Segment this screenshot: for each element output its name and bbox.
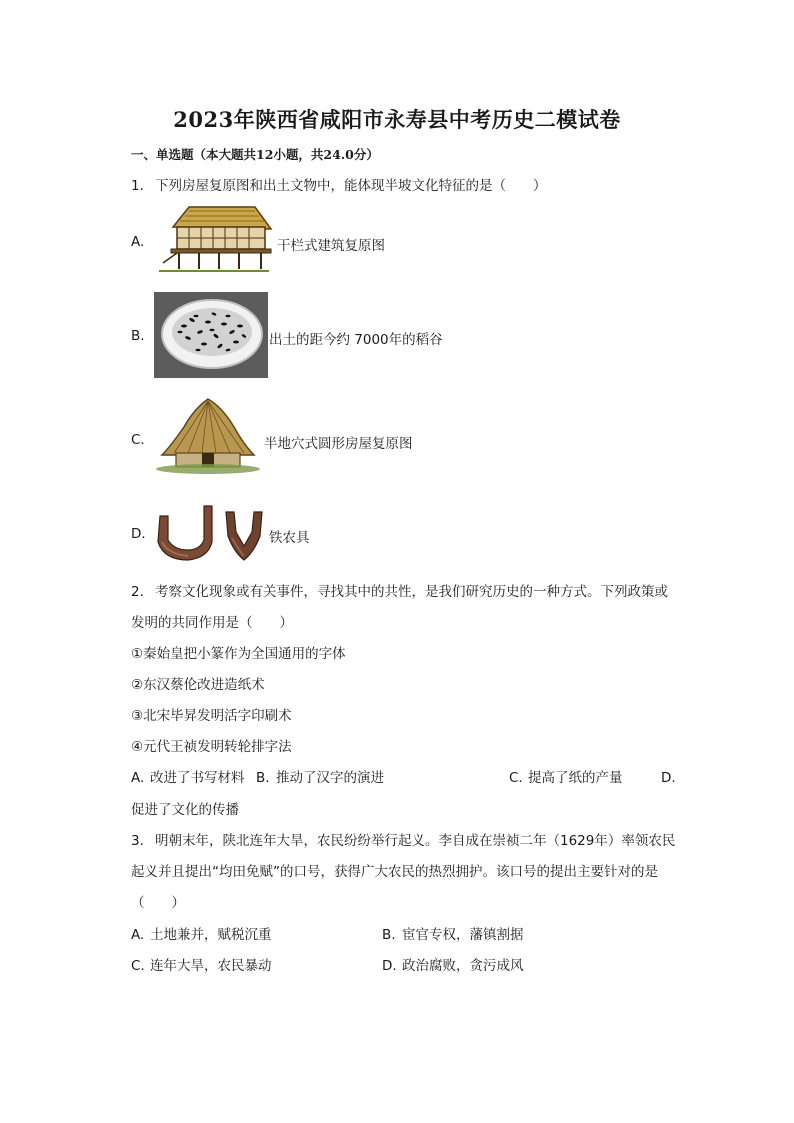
question-1-option-b-letter: B.	[131, 328, 145, 344]
question-3-option-a-text: 土地兼并，赋税沉重	[150, 927, 272, 943]
question-3-option-b-text: 宦官专权，藩镇割据	[402, 927, 524, 943]
question-1-option-a-caption: 干栏式建筑复原图	[277, 238, 385, 254]
question-2-option-c-letter: C.	[509, 770, 523, 786]
question-1-stem: 下列房屋复原图和出土文物中，能体现半坡文化特征的是（ ）	[155, 178, 547, 194]
question-3-option-c-letter: C.	[131, 958, 145, 974]
iron-tools-image	[154, 502, 266, 564]
question-2-stem-line-1: 考察文化现象或有关事件，寻找其中的共性，是我们研究历史的一种方式。下列政策或	[155, 584, 668, 600]
question-1-option-c-caption: 半地穴式圆形房屋复原图	[264, 436, 413, 452]
question-2-item-3: ③北宋毕昇发明活字印刷术	[131, 708, 292, 724]
question-2-option-b-text: 推动了汉字的演进	[276, 770, 384, 786]
page-title: 2023年陕西省咸阳市永寿县中考历史二模试卷	[173, 107, 621, 132]
question-1-option-d-letter: D.	[131, 526, 146, 542]
question-3-stem-line-1: 明朝末年，陕北连年大旱，农民纷纷举行起义。李自成在崇祯二年（1629年）率领农民	[155, 833, 676, 849]
question-2-option-d-letter: D.	[661, 770, 676, 786]
question-2-option-d-text: 促进了文化的传播	[131, 802, 239, 818]
question-2-option-a-letter: A.	[131, 770, 145, 786]
question-3-stem-line-2: 起义并且提出“均田免赋”的口号，获得广大农民的热烈拥护。该口号的提出主要针对的是	[131, 864, 658, 880]
question-3-stem-line-3: （ ）	[131, 895, 185, 911]
question-1-option-a-letter: A.	[131, 234, 145, 250]
question-2-option-b-letter: B.	[256, 770, 270, 786]
round-hut-image	[154, 397, 262, 475]
question-1-option-c-letter: C.	[131, 432, 145, 448]
question-1-option-b-caption: 出土的距今约 7000年的稻谷	[269, 332, 443, 348]
question-1-option-d-caption: 铁农具	[269, 530, 310, 546]
section-heading: 一、单选题（本大题共12小题，共24.0分）	[131, 147, 379, 162]
question-2-stem-line-2: 发明的共同作用是（ ）	[131, 615, 293, 631]
question-3-option-b-letter: B.	[382, 927, 396, 943]
question-3-option-a-letter: A.	[131, 927, 145, 943]
question-3-option-c-text: 连年大旱，农民暴动	[150, 958, 272, 974]
rice-grain-image	[154, 292, 268, 378]
question-3-option-d-text: 政治腐败，贪污成风	[402, 958, 524, 974]
question-2-option-a-text: 改进了书写材料	[150, 770, 245, 786]
question-3-option-d-letter: D.	[382, 958, 397, 974]
question-3-number: 3.	[131, 833, 144, 849]
question-2-option-c-text: 提高了纸的产量	[528, 770, 623, 786]
question-1-number: 1.	[131, 178, 144, 194]
question-2-item-4: ④元代王祯发明转轮排字法	[131, 739, 292, 755]
stilt-house-image	[155, 205, 273, 273]
question-2-number: 2.	[131, 584, 144, 600]
question-2-item-2: ②东汉蔡伦改进造纸术	[131, 677, 265, 693]
question-2-item-1: ①秦始皇把小篆作为全国通用的字体	[131, 646, 346, 662]
